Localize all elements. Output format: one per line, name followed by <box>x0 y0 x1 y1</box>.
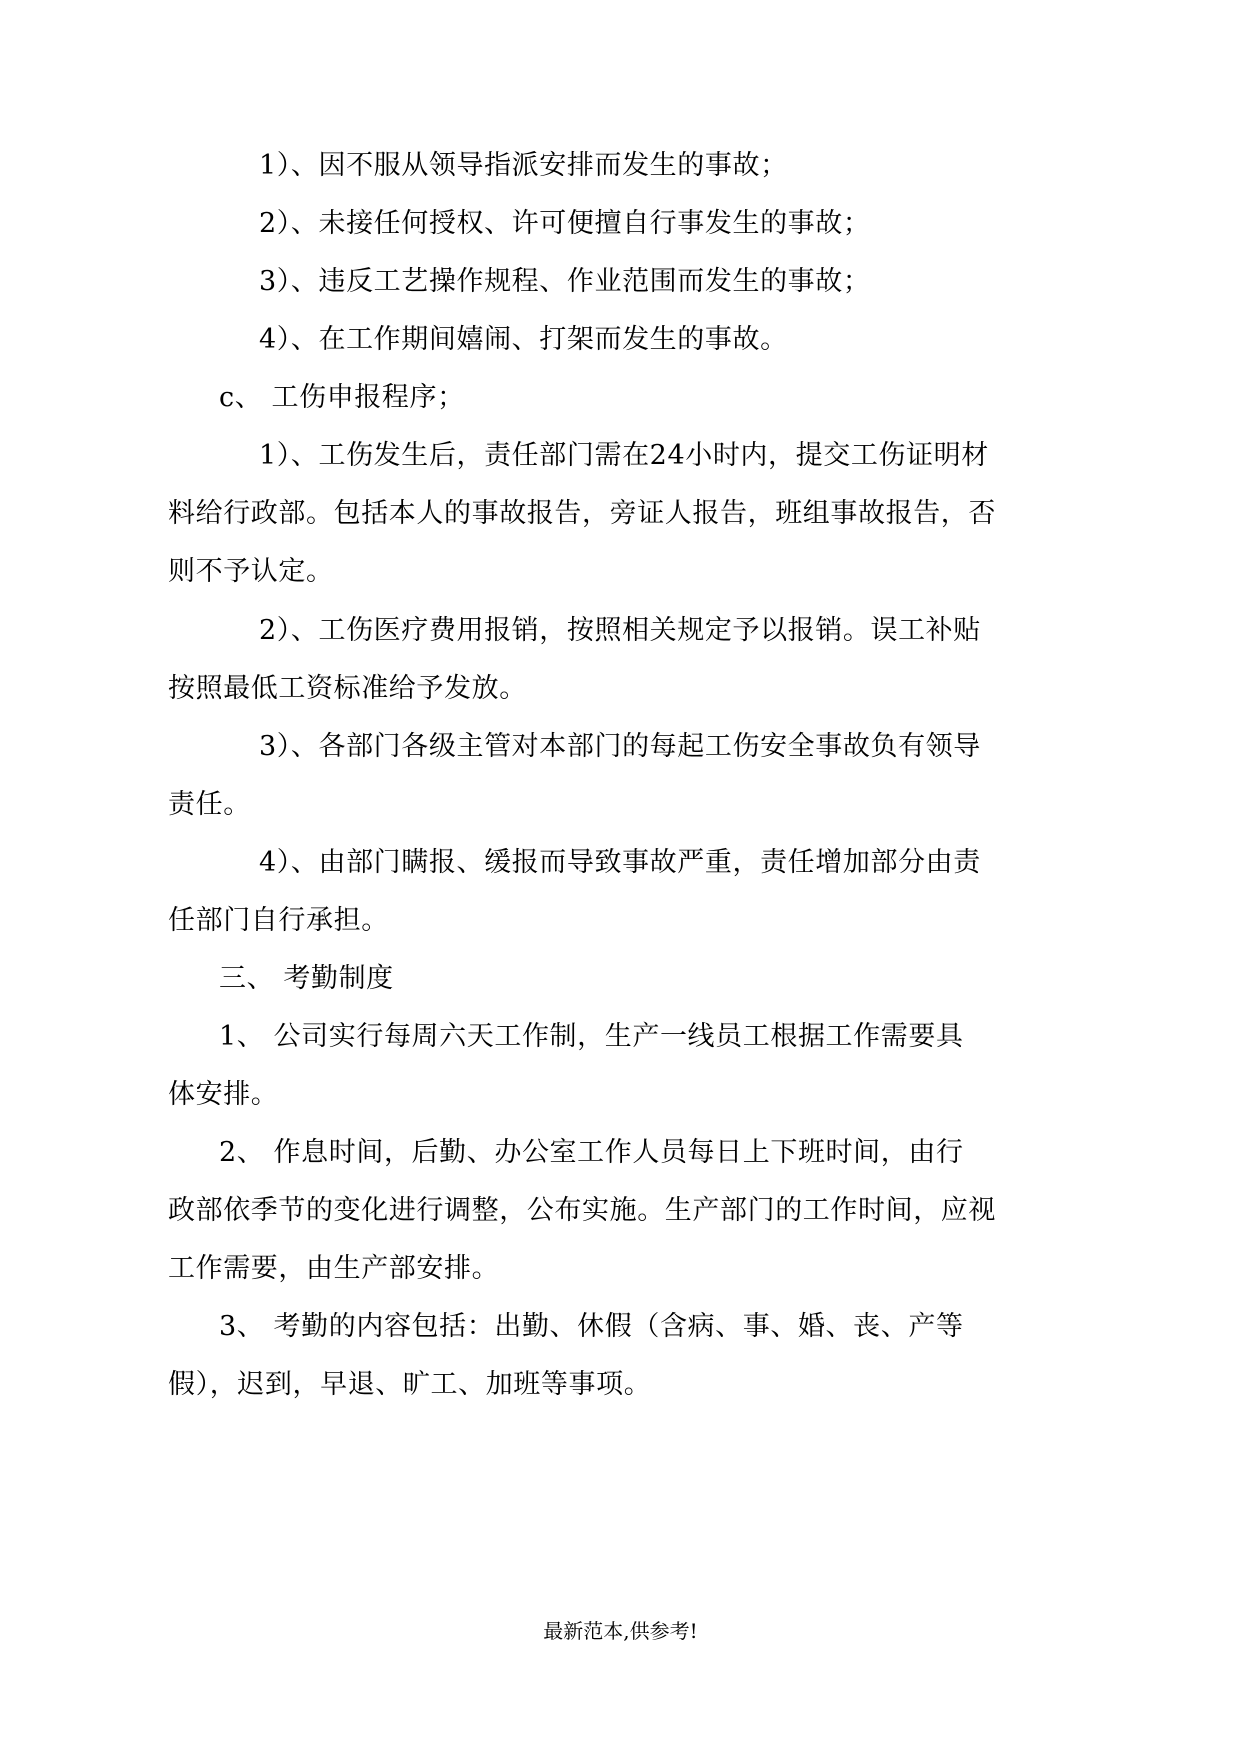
text-line: 3）、各部门各级主管对本部门的每起工伤安全事故负有领导 <box>259 731 981 762</box>
text-line: 4）、在工作期间嬉闹、打架而发生的事故。 <box>259 324 788 355</box>
text-line: 2）、未接任何授权、许可便擅自行事发生的事故； <box>259 208 871 239</box>
text-line: 3、 考勤的内容包括：出勤、休假（含病、事、婚、丧、产等 <box>219 1311 964 1342</box>
page-footer: 最新范本,供参考! <box>543 1619 698 1643</box>
text-line: 1、 公司实行每周六天工作制，生产一线员工根据工作需要具 <box>219 1021 964 1052</box>
text-line: 责任。 <box>168 789 251 820</box>
text-line: 假），迟到，早退、旷工、加班等事项。 <box>168 1369 652 1400</box>
text-line: 工作需要，由生产部安排。 <box>168 1253 500 1284</box>
text-line: 2、 作息时间，后勤、办公室工作人员每日上下班时间，由行 <box>219 1137 964 1168</box>
text-line: 政部依季节的变化进行调整，公布实施。生产部门的工作时间，应视 <box>168 1195 996 1226</box>
text-line: 则不予认定。 <box>168 556 334 587</box>
text-line: 1）、因不服从领导指派安排而发生的事故； <box>259 150 788 181</box>
section-heading: 三、 考勤制度 <box>219 963 394 994</box>
text-line: 按照最低工资标准给予发放。 <box>168 673 527 704</box>
text-line: 4）、由部门瞒报、缓报而导致事故严重，责任增加部分由责 <box>259 847 981 878</box>
section-heading: c、 工伤申报程序； <box>219 382 465 413</box>
text-line: 1）、工伤发生后，责任部门需在24小时内，提交工伤证明材 <box>259 440 989 471</box>
text-line: 体安排。 <box>168 1079 279 1110</box>
text-line: 2）、工伤医疗费用报销，按照相关规定予以报销。误工补贴 <box>259 615 981 646</box>
text-line: 3）、违反工艺操作规程、作业范围而发生的事故； <box>259 266 871 297</box>
text-line: 料给行政部。包括本人的事故报告，旁证人报告，班组事故报告，否 <box>168 498 996 529</box>
text-line: 任部门自行承担。 <box>168 905 389 936</box>
